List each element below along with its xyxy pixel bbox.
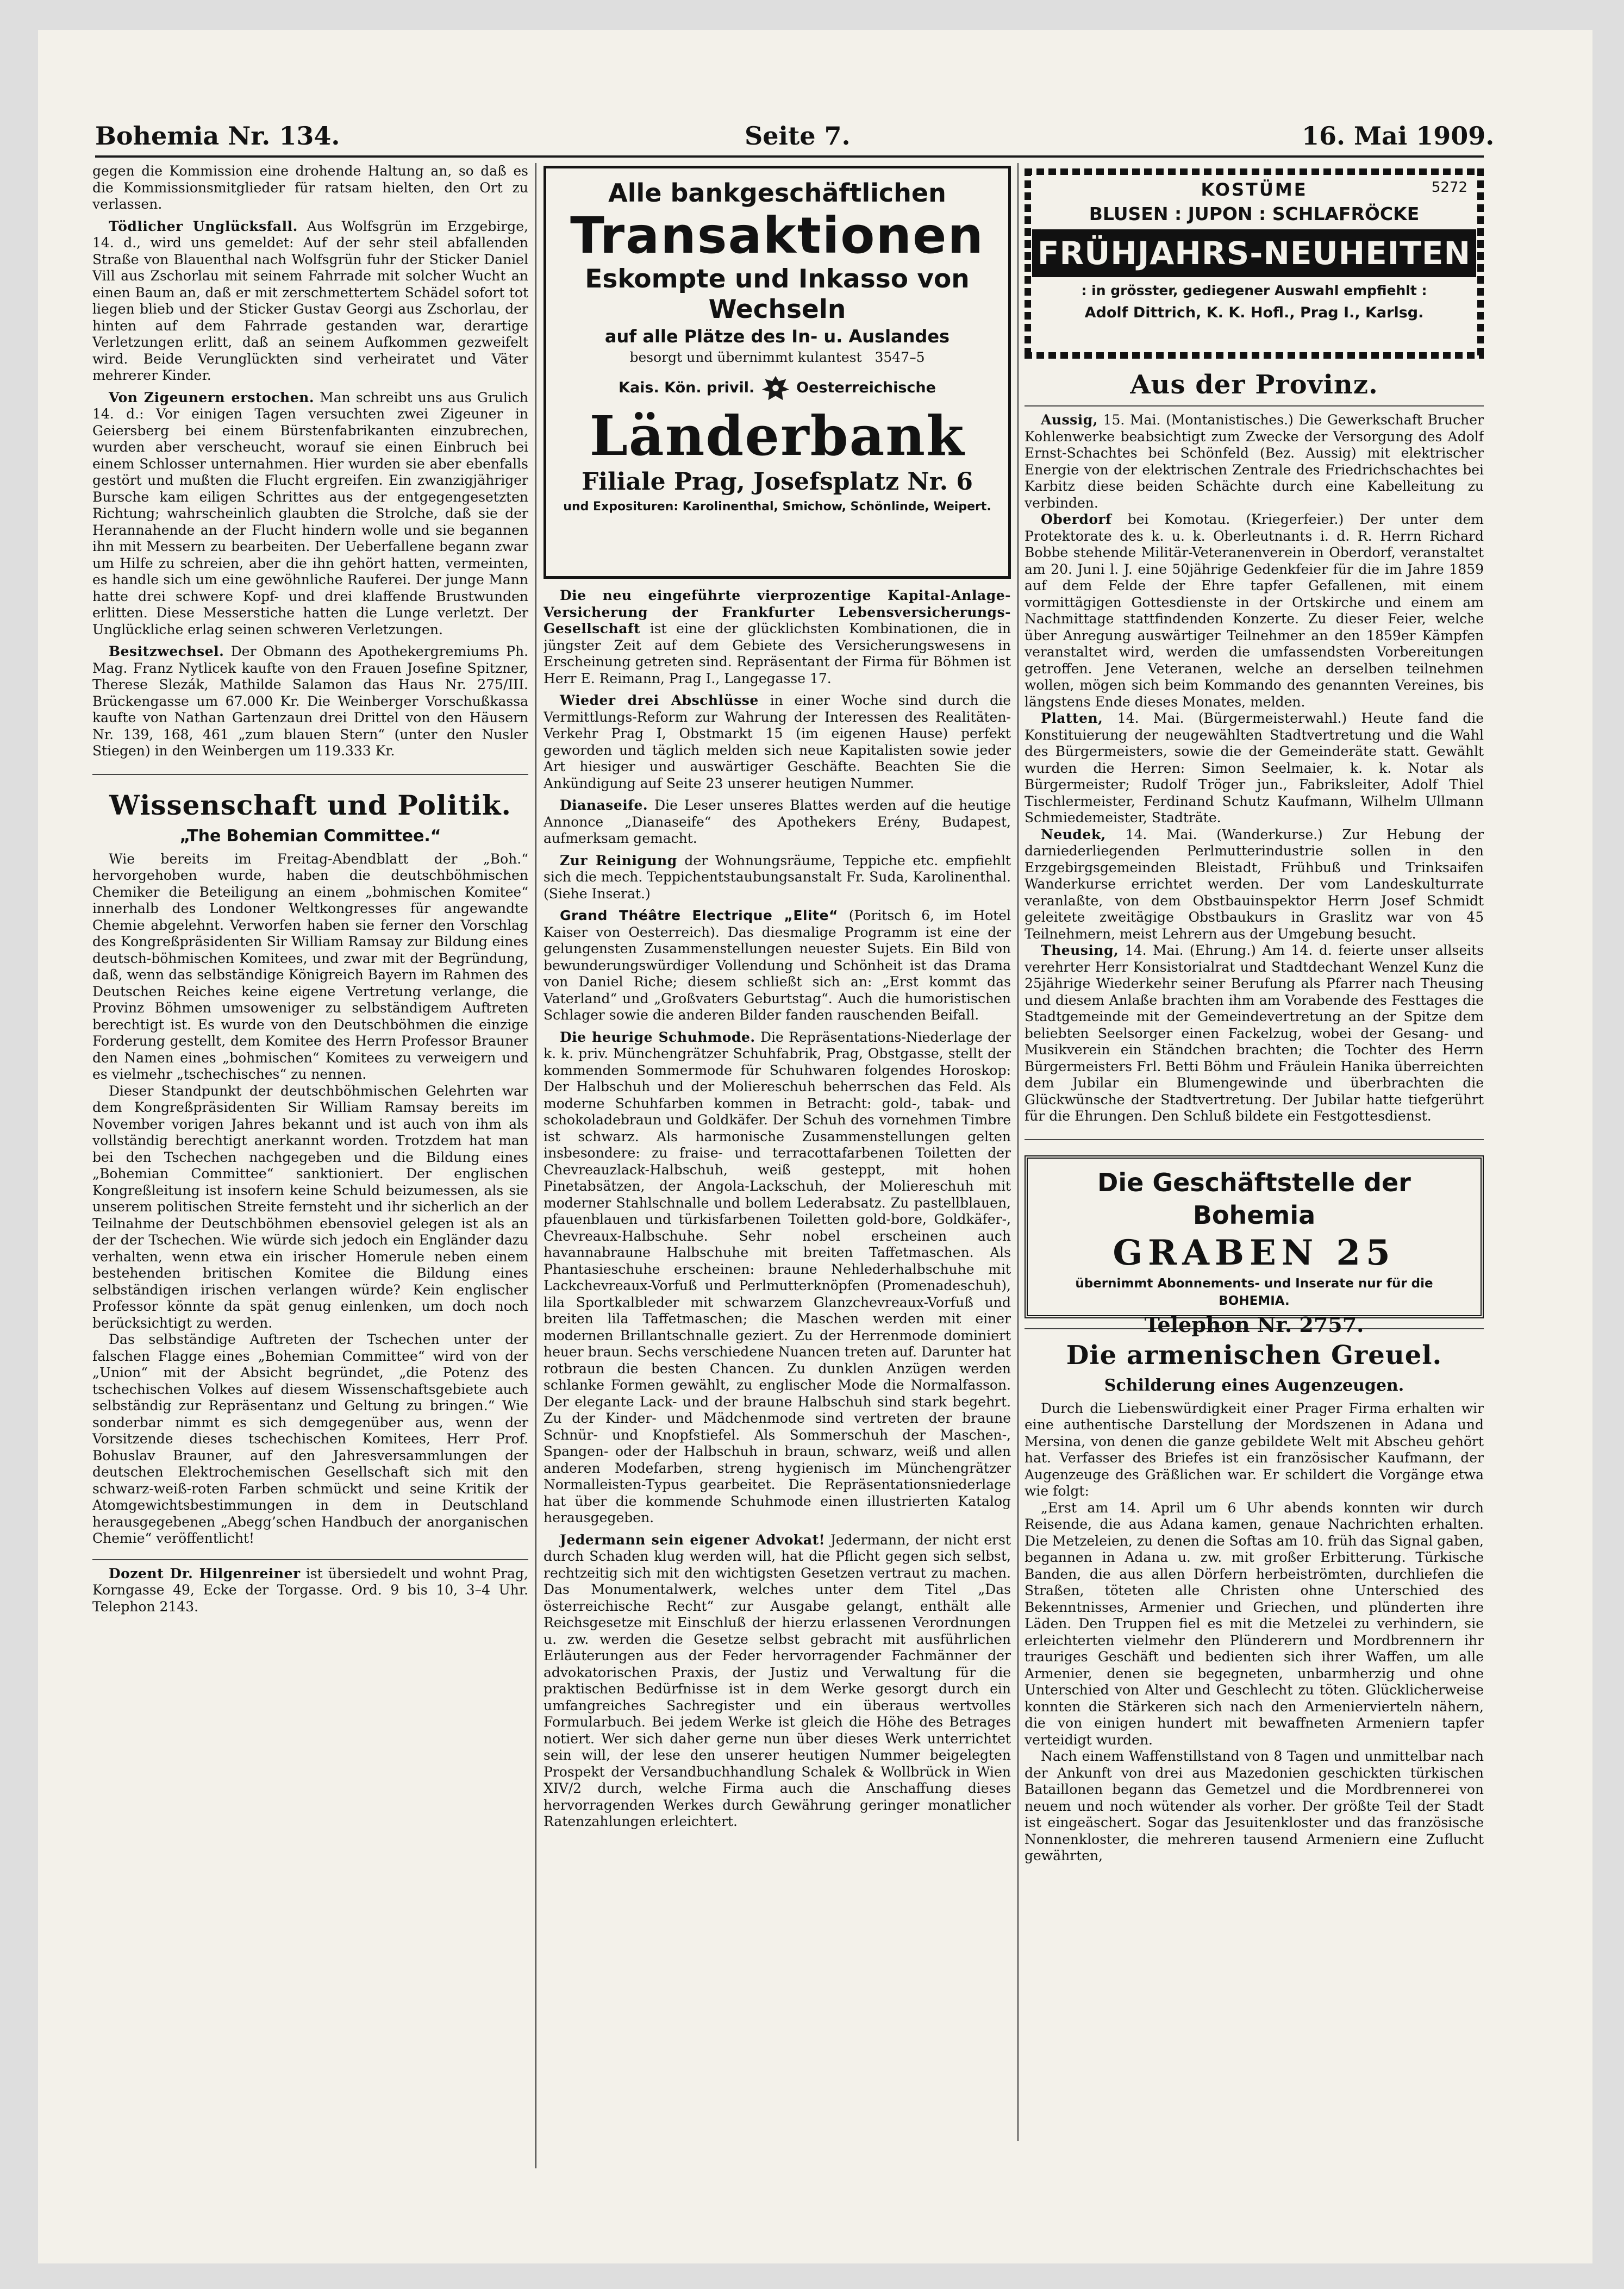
rubric: Grand Théâtre Electrique „Elite“ <box>560 908 838 923</box>
item-text: 15. Mai. (Montanistisches.) Die Gewerkschaft Brucher Kohlenwerke beabsichtigt zum Zwecke der Versorgung des Adolf Ernst-Schachtes bei Schönfeld (Bez. Aussig) mit elektrischer Energie von der elektrischen Zentrale des Friedrichschachtes bei Karbitz diese beiden Schächte durch eine Kabelleitung zu verbinden. <box>1025 412 1484 511</box>
news-item-property <box>92 643 528 760</box>
section-title: Die armenischen Greuel. <box>1066 1340 1442 1371</box>
ad-branch: Filiale Prag, Josefsplatz Nr. 6 <box>582 468 973 496</box>
ad-line: Die Geschäftstelle der Bohemia <box>1097 1167 1411 1230</box>
ad-laenderbank <box>544 166 1011 579</box>
border-top <box>1025 168 1484 175</box>
item-text: Jedermann, der nicht erst durch Schaden klug werden will, hat die Pflicht gegen sich selbst, rechtzeitig sich mit den wichtigsten Gesetzen vertraut zu machen. Das Monumentalwerk, welches unter dem Titel „Das österreichische Recht“ zur Ausgabe gelangt, enthält alle Reichsgesetze mit Einschluß der hierzu erlassenen Verordnungen u. zw. werden die Gesetze selbst gebracht mit ausführlichen Erläuterungen aus der Feder hervorragender Fachmänner der advokatorischen Praxis, der Justiz und Verwaltung für die praktischen Bedürfnisse ist in dem Werke gesorgt durch ein umfangreiches Sachregister und ein überaus wertvolles Formularbuch. Bei jedem Werke ist gleich die Höhe des Betrages notiert. Wer sich daher gerne nun über dieses Werk unterrichtet sein will, der lese den unserer heutigen Nummer beigelegten Prospekt der Versandbuchhandlung Schalek & Wollbrück in Wien XIV/2 durch, welche Firma auch die Anschaffung dieses hervorragenden Werkes durch Gewährung geringer monatlicher Ratenzahlungen erleichtert. <box>544 1531 1011 1829</box>
border-left <box>1025 168 1031 359</box>
rubric: Tödlicher Unglücksfall. <box>109 218 298 234</box>
issue-date: 16. Mai 1909. <box>1302 121 1495 151</box>
intro-text: gegen die Kommission eine drohende Haltung an, so daß es die Kommissionsmitglieder für ratsam hielten, den Ort zu verlassen. <box>92 163 528 212</box>
paper-issue: Bohemia Nr. 134. <box>95 121 340 151</box>
item-text: Aus Wolfsgrün im Erzgebirge, 14. d., wird uns gemeldet: Auf der sehr steil abfallenden Straße von Blauenthal nach Wolfsgrün fuhr der Sticker Daniel Vill aus Zschorlau mit seinem Fahrrade mit solcher Wucht an einen Baum an, daß er mit zerschmettertem Schädel sofort tot liegen blieb und der Sticker Gustav Georgi aus Zschorlau, der hinten auf dem Fahrrade gestanden war, derartige Verletzungen erlitt, daß an seinem Aufkommen gezweifelt wird. Beide Verunglückten sind verheiratet und Väter mehrerer Kinder. <box>92 218 528 383</box>
border-bottom <box>1025 352 1484 359</box>
ad-line: KOSTÜME <box>1201 179 1308 200</box>
ad-line: auf alle Plätze des In- u. Auslandes <box>604 326 950 347</box>
ad-headline: GRABEN 25 <box>1113 1232 1396 1273</box>
divider <box>1025 405 1484 406</box>
column-1 <box>92 163 528 2174</box>
rubric: Aussig, <box>1041 412 1098 428</box>
item-text: der Wohnungsräume, Teppiche etc. empfiehlt sich die mech. Teppichentstaubungsanstalt Fr. Suda, Karolinenthal. (Siehe Inserat.) <box>544 852 1011 902</box>
article-paragraph: Durch die Liebenswürdigkeit einer Prager Firma erhalten wir eine authentische Darstellung der Mordszenen in Adana und Mersina, von denen die ganze gebildete Welt mit Abscheu gehört hat. Verfasser des Briefes ist ein französischer Kaufmann, der Augenzeuge des Gräßlichen war. Er schildert die Vorgänge etwa wie folgt: <box>1025 1400 1484 1499</box>
ad-dittrich <box>1025 168 1484 359</box>
article-paragraph: Das selbständige Auftreten der Tschechen unter der falschen Flagge eines „Bohemian Committee“ wird von der „Union“ mit der Absicht begründet, „die Potenz des tschechischen Volkes auf diesem Wissenschaftsgebiete auch selbständig zur Repräsentanz und Geltung zu bringen.“ Wie sonderbar nimmt es sich demgegenüber aus, wenn der Vorsitzende dieses tschechischen Komitees, Herr Prof. Bohuslav Brauner, auf den Jahresversammlungen der deutschen Elektrochemischen Gesellschaft sich mit den schwarz-weiß-roten Farben schmückt und seine Kritik der Atomgewichtsbestimmungen in dem in Deutschland herausgegebenen „Abegg’schen Handbuch der anorganischen Chemie“ veröffentlicht! <box>92 1331 528 1546</box>
item-text: bei Komotau. (Kriegerfeier.) Der unter dem Protektorate des k. u. k. Oberleutnants i. d. R. Herrn Richard Bobbe stehende Militär-Veteranenverein in Oberdorf, veranstaltet am 20. Juni l. J. eine 50jährige Gedenkfeier für die im Jahre 1859 auf dem Felde der Ehre tapfer Gefallenen, mit einem vormittägigen Gottesdienste in der Ortskirche und einem am Nachmittage stattfindenden Konzerte. Zu dieser Feier, welche über Anregung auswärtiger Teilnehmer an den 1859er Kämpfen veranstaltet wird, werden die umfassendsten Vorbereitungen getroffen. Jene Veteranen, welche an derselben teilnehmen wollen, mögen sich beim Kommando des genannten Vereines, bis längstens Ende dieses Monates, melden. <box>1025 511 1484 710</box>
ad-headline: FRÜHJAHRS-NEUHEITEN <box>1037 235 1471 272</box>
article-paragraph: Nach einem Waffenstillstand von 8 Tagen und unmittelbar nach der Ankunft von drei aus Mazedonien geschickten türkischen Bataillonen begann das Gemetzel und die Mordbrennerei von neuem und noch wütender als vorher. Der größte Teil der Stadt ist eingeäschert. Sogar das Jesuitenkloster und das französische Nonnenkloster, die mehreren tausend Armeniern eine Zuflucht gewährten, <box>1025 1748 1484 1863</box>
item-text: 14. Mai. (Wanderkurse.) Zur Hebung der darniederliegenden Perlmutterindustrie sollen in den Erzgebirgsgemeinden Bleistadt, Frühbuß und Trinksaifen Wanderkurse errichtet werden. Der vom Landeskulturrate veranlaßte, von dem Obstbauinspektor Herrn Josef Schmidt geleitete zweitägige Obstbaukurs in Graslitz war von 45 Teilnehmern, meist Lehrern aus der Umgebung besucht. <box>1025 826 1484 942</box>
item-text: Die Leser unseres Blattes werden auf die heutige Annonce „Dianaseife“ des Apothekers Erény, Budapest, aufmerksam gemacht. <box>544 797 1011 846</box>
article-paragraph: „Erst am 14. April um 6 Uhr abends konnten wir durch Reisende, die aus Adana kamen, genaue Nachrichten erhalten. Die Metzeleien, zu denen die Softas am 10. früh das Signal gaben, begannen in Adana u. zw. mit großer Erbitterung. Türkische Banden, die aus allen Dörfern herbeiströmten, durchliefen die Straßen, töteten alle Christen ohne Unterschied des Bekenntnisses, Armenier und Griechen, und plünderten ihre Läden. Den Truppen fiel es mit die Metzelei zu verhindern, sie erleichterten vielmehr den Plünderern und Mordbrennern ihr trauriges Geschäft und bedienten sich ihrer Waffen, um alle Armenier, denen sie begegneten, unbarmherzig und ohne Unterschied von Alter und Geschlecht zu töten. Glücklicherweise konnten die Stärkeren sich nach den Armeniervierteln nähern, die von einigen hundert mit bewaffneten Armeniern tapfer verteidigt wurden. <box>1025 1499 1484 1748</box>
section-title: Wissenschaft und Politik. <box>109 789 511 821</box>
section-title: Aus der Provinz. <box>1130 370 1378 400</box>
eagle-emblem-icon <box>760 373 791 404</box>
ad-line: Oesterreichische <box>796 379 936 396</box>
ad-line: : in grösster, gediegener Auswahl empfiehlt : <box>1081 283 1427 298</box>
header-rule <box>95 155 1484 158</box>
rubric: Besitzwechsel. <box>109 643 224 659</box>
rubric: Jedermann sein eigener Advokat! <box>560 1531 826 1548</box>
rubric: Von Zigeunern erstochen. <box>109 389 315 405</box>
ad-line: Adolf Dittrich, K. K. Hofl., Prag I., Karlsg. <box>1084 304 1424 321</box>
item-text: ist eine der glücklichsten Kombinationen, die in jüngster Zeit auf dem Gebiete des Versicherungswesens in Erscheinung getreten sind. Repräsentant der Firma für Böhmen ist Herr E. Reimann, Prag I., Langegasse 17. <box>544 621 1011 686</box>
page-number: Seite 7. <box>745 121 851 151</box>
ad-headline: Transaktionen <box>570 207 984 265</box>
section-subtitle: „The Bohemian Committee.“ <box>179 826 441 846</box>
border-right <box>1477 168 1484 359</box>
rubric: Dozent Dr. Hilgenreiner <box>109 1565 301 1581</box>
rubric: Theusing, <box>1041 942 1119 958</box>
item-text: (Poritsch 6, im Hotel Kaiser von Oesterreich). Das diesmalige Programm ist eine der gelungensten Zusammenstellungen neuester Sujets. Ein Bild von bewunderungswürdiger Vollendung und Schönheit ist das Drama von Daniel Riche; diesem schließt sich an: „Erst kommt das Vaterland“ und „Großvaters Geburtstag“. Auch die humoristischen Schlager sowie die anderen Bilder fanden rauschenden Beifall. <box>544 908 1011 1023</box>
item-text: in einer Woche sind durch die Vermittlungs-Reform zur Wahrung der Interessen des Realitäten-Verkehr Prag I, Obstmarkt 15 (im eigenen Hause) perfekt geworden und täglich melden sich neue Kapitalisten sowie jeder Art hiesiger und auswärtiger Geschäfte. Beachten Sie die Ankündigung auf Seite 23 unserer heutigen Nummer. <box>544 692 1011 791</box>
ad-line: Kais. Kön. privil. <box>619 379 755 396</box>
item-text: Man schreibt uns aus Grulich 14. d.: Vor einigen Tagen versuchten zwei Zigeuner in Geiersberg bei einem Bürstenfabrikanten einzubrechen, wurden aber verscheucht, worauf sie einen Einbruch bei einem Schlosser unternahmen. Hier wurden sie aber ebenfalls gestört und mußten die Flucht ergreifen. Ein zwanzigjähriger Bursche kam eiligen Schrittes aus der entgegengesetzten Richtung; wahrscheinlich glaubten die Strolche, daß sie der Herannahende an der Flucht hindern wolle und sie begannen ihn mit Messern zu bearbeiten. Der Ueberfallene begann zwar um Hilfe zu schreien, aber die ihn gehört hatten, vermeinten, es handle sich um eine gewöhnliche Rauferei. Der junge Mann hatte drei schwere Kopf- und drei klaffende Brustwunden erlitten. Diese Messerstiche hatten die Lunge verletzt. Der Unglückliche erlag seinen schweren Verletzungen. <box>92 389 528 637</box>
ad-code: 3547–5 <box>875 349 925 365</box>
ad-line: besorgt und übernimmt kulantest <box>629 349 862 365</box>
ad-line: Alle bankgeschäftlichen <box>608 178 946 208</box>
ad-line: Telephon Nr. 2757. <box>1144 1312 1364 1337</box>
ad-bank-name: Länderbank <box>589 404 965 468</box>
item-text: 14. Mai. (Ehrung.) Am 14. d. feierte unser allseits verehrter Herr Konsistorialrat und Stadtdechant Wenzel Kunz die 25jährige Wiederkehr seiner Berufung als Pfarrer nach Theusing und diesem Anlaße brachten ihm am Vorabende des Festtages die Stadtgemeinde mit der Gemeindevertretung an der Spitze dem beliebten Seelsorger einen Fackelzug, wobei der Gesang- und Musikverein ein Ständchen brachten; die Tochter des Herrn Bürgermeisters Frl. Betti Böhm und Fräulein Hanika überreichten dem Jubilar ein Blumengewinde und überbrachten die Glückwünsche der Stadtvertretung. Der Jubilar hatte tiefgerührt für die Ehrungen. Den Schluß bildete ein Festgottesdienst. <box>1025 942 1484 1124</box>
rubric: Die neu eingeführte vierprozentige Kapital-Anlage-Versicherung der Frankfurter Lebensversicherungs-Gesellschaft <box>544 587 1011 636</box>
rubric: Dianaseife. <box>560 797 648 813</box>
column-2 <box>544 163 1011 2141</box>
item-text: Die Repräsentations-Niederlage der k. k. priv. Münchengrätzer Schuhfabrik, Prag, Obstgasse, stellt der kommenden Sommermode für Schuhwaren folgendes Horoskop: Der Halbschuh und der Moliereschuh beherrschen das Feld. Als moderne Schuhfarben kommen in Betracht: gold-, tabak- und schokoladebraun und Goldkäfer. Der Schuh des vornehmen Timbre ist schwarz. Als harmonische Zusammenstellungen gelten insbesondere: zu fraise- und terracottafarbenen Toiletten der Chevreauzlack-Halbschuh, weiß gesteppt, mit hohen Pinetabsätzen, der Angola-Lackschuh, der Moliereschuh mit moderner Stahlschnalle und bollem Lederabsatz. Zu pastellblauen, pfauenblauen und türkisfarbenen Toiletten gold-bore, Goldkäfer-, Chevreaux-Halbschuhe. Sehr nobel erscheinen auch havannabraune Halbschuhe mit breiten Taffetmaschen. Als Phantasieschuhe erscheinen: braune Nehlederhalbschuhe mit Lackchevreaux-Vorfuß und Perlmutterknöpfen (Promenadeschuh), lila Sportkalbleder mit schwarzem Glanzchevreaux-Vorfuß und breiten lila Taffetmaschen; die Maschen werden mit einer modernen Brillantschnalle geziert. Zu der Herrenmode dominiert heuer braun. Sechs verschiedene Nuancen treten auf. Darunter hat rotbraun die besten Chancen. Zu dunklen Anzügen werden schlanke Formen gewählt, zu englischer Mode die Normalfasson. Der elegante Lack- und der braune Halbschuh sind stark begehrt. Zu der Kinder- und Mädchenmode sind vertreten der braune Schnür- und Knopfstiefel. Als Sommerschuh der Maschen-, Spangen- oder der Halbschuh in braun, schwarz, weiß und allen anderen Modefarben, streng hygienisch im Münchengrätzer Normalleisten-Typus gearbeitet. Die Repräsentationsniederlage hat über die kommende Schuhmode einen illustrierten Katalog herausgegeben. <box>544 1029 1011 1525</box>
ad-expositures: und Exposituren: Karolinenthal, Smichow, Schönlinde, Weipert. <box>563 500 991 514</box>
ad-code: 5272 <box>1431 179 1467 196</box>
news-item-gypsies <box>92 390 528 639</box>
ad-geschaeftsstelle <box>1025 1155 1484 1337</box>
article-paragraph: Wie bereits im Freitag-Abendblatt der „Boh.“ hervorgehoben wurde, haben die deutschböhmischen Chemiker die Beteiligung an einem „bohmischen Komitee“ innerhalb des Londoner Weltkongresses für angewandte Chemie abgelehnt. Verworfen haben sie ferner den Vorschlag des Kongreßpräsidenten Sir William Ramsay zur Bildung eines deutsch-böhmischen Komitees, und zwar mit der Begründung, daß, wenn das selbständige Königreich Bayern im Rahmen des Deutschen Reiches keine eigene Vertretung verlange, die Provinz Böhmen umsoweniger zu selbständigem Auftreten berechtigt ist. Es wurde von den Deutschböhmen die einzige Forderung gestellt, dem Komitee des Herrn Professor Brauner den Namen eines „bohmischen“ Komitees zu verweigern und es vielmehr „tschechisches“ zu nennen. <box>92 850 528 1082</box>
rubric: Zur Reinigung <box>560 852 677 868</box>
rubric: Wieder drei Abschlüsse <box>560 692 759 708</box>
article-paragraph: Dieser Standpunkt der deutschböhmischen Gelehrten war dem Kongreßpräsidenten Sir William Ramsay bereits im November vorigen Jahres bekannt und ist auch von ihm als vollständig berechtigt anerkannt worden. Trotzdem hat man bei den Tschechen nachgegeben und die Bildung eines „Bohemian Committee“ sanktioniert. Der englischen Kongreßleitung ist insofern keine Schuld beizumessen, als sie unserem politischen Streite fernsteht und ihr sicherlich an der Teilnahme der Deutschböhmen ebensoviel gelegen ist als an der der Tschechen. Wie würde sich jedoch ein Engländer dazu verhalten, wenn etwa ein irischer Homerule neben einem bestehenden britischen Komitee die Bildung eines selbständigen irischen verlangen würde? Kein englischer Professor könnte da spät genug einlenken, um doch noch berücksichtigt zu werden. <box>92 1083 528 1331</box>
divider <box>92 774 528 775</box>
ad-line: übernimmt Abonnements- und Inserate nur für die BOHEMIA. <box>1075 1276 1433 1308</box>
item-text: Der Obmann des Apothekergremiums Ph. Mag. Franz Nytlicek kaufte von den Frauen Josefine Spitzner, Therese Slezák, Mathilde Salamon das Haus Nr. 275/III. Brückengasse um 67.000 Kr. Die Weinberger Vorschußkassa kaufte von Nathan Gartenzaun drei Drittel von den Häusern Nr. 139, 168, 461 „zum blauen Stern“ (unter den Nusler Stiegen) in den Weinbergen um 119.333 Kr. <box>92 643 528 759</box>
item-text: 14. Mai. (Bürgermeisterwahl.) Heute fand die Konstituierung der neugewählten Stadtvertretung und die Wahl des Bürgermeisters, sowie die der Gemeinderäte statt. Gewählt wurden die Herren: Simon Seelmaier, k. k. Notar als Bürgermeister; Rudolf Tröger jun., Fabriksleiter, Adolf Thiel Tischlermeister, Ferdinand Schutz Kaufmann, Wilhelm Ullmann Schmiedemeister, Stadträte. <box>1025 710 1484 825</box>
divider <box>92 1559 528 1560</box>
section-subtitle: Schilderung eines Augenzeugen. <box>1104 1375 1404 1395</box>
column-divider-1 <box>535 163 536 2168</box>
rubric: Oberdorf <box>1041 511 1112 527</box>
ad-line: Eskompte und Inkasso von Wechseln <box>585 264 970 324</box>
column-3 <box>1025 163 1484 2152</box>
news-item-accident <box>92 218 528 384</box>
ad-headline-bar <box>1032 229 1476 277</box>
ad-line: BLUSEN : JUPON : SCHLAFRÖCKE <box>1089 203 1420 224</box>
item-text: ist übersiedelt und wohnt Prag, Korngasse 49, Ecke der Torgasse. Ord. 9 bis 10, 3–4 Uhr. Telephon 2143. <box>92 1565 528 1615</box>
rubric: Platten, <box>1041 710 1103 726</box>
rubric: Neudek, <box>1041 826 1106 842</box>
divider <box>1025 1139 1484 1140</box>
rubric: Die heurige Schuhmode. <box>560 1029 755 1045</box>
column-divider-2 <box>1017 163 1019 2141</box>
